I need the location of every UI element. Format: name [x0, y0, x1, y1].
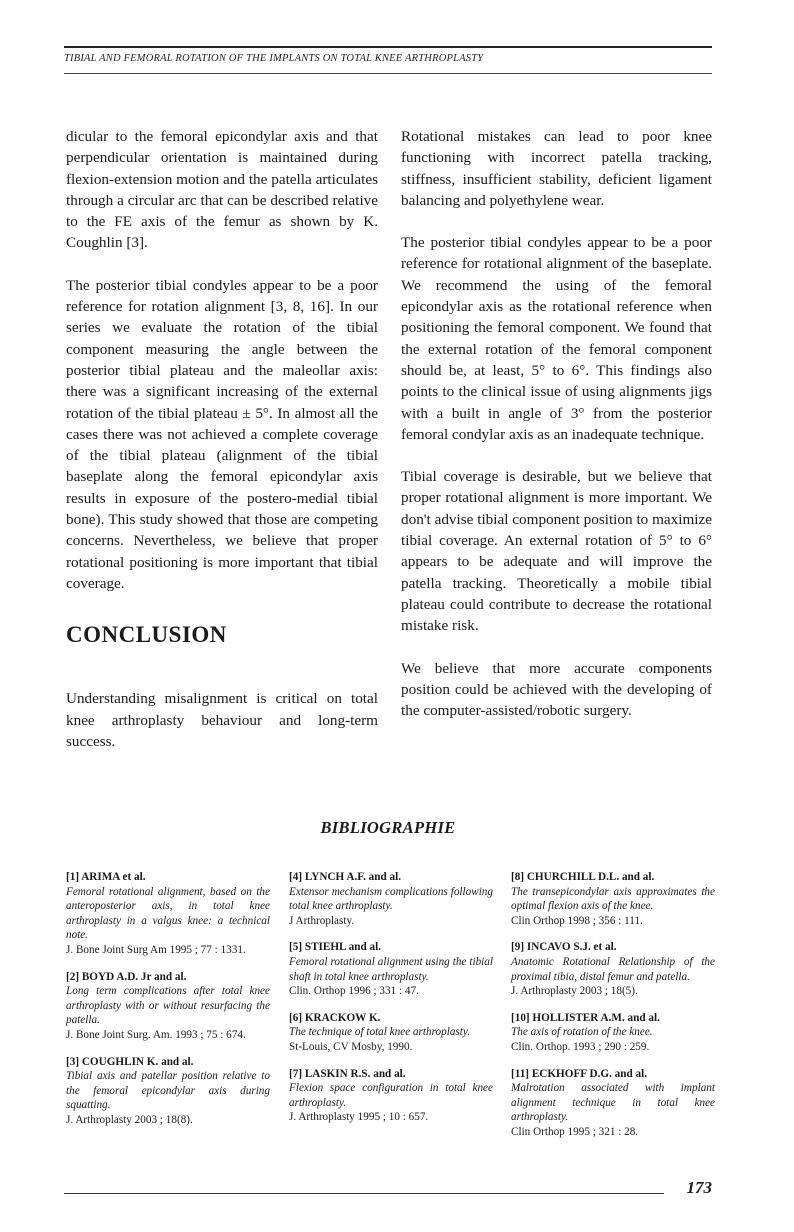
- reference-author: [8] CHURCHILL D.L. and al.: [511, 871, 655, 883]
- reference-item: [511, 1067, 715, 1140]
- reference-author: [4] LYNCH A.F. and al.: [289, 871, 402, 883]
- right-paragraph-3: Tibial coverage is desirable, but we believe that proper rotational alignment is more important. We don't advise tibial component position to maximize tibial coverage. An external rotation of 5° to 6° appears to be adequate and will improve the patella tracking. Theoretically a mobile tibial plateau could contribute to decrease the rotational mistake risk.: [401, 468, 712, 635]
- reference-item: [66, 1055, 270, 1128]
- reference-item: [289, 1011, 493, 1055]
- reference-author: [6] KRACKOW K.: [289, 1011, 381, 1024]
- reference-source: Clin. Orthop. 1993 ; 290 : 259.: [511, 1040, 650, 1053]
- reference-title: Anatomic Rotational Relationship of the proximal tibia, distal femur and patella.: [511, 955, 715, 983]
- left-column: [66, 126, 378, 773]
- reference-source: J. Arthroplasty 2003 ; 18(5).: [511, 985, 638, 998]
- header-rule-top: [64, 46, 712, 48]
- right-paragraph-1: Rotational mistakes can lead to poor knee functioning with incorrect patella tracking, stiffness, insufficient stability, deficient ligament balancing and polyethylene wear.: [401, 128, 712, 209]
- page-number: 173: [686, 1178, 712, 1197]
- reference-source: St-Louis, CV Mosby, 1990.: [289, 1040, 413, 1053]
- running-head: TIBIAL AND FEMORAL ROTATION OF THE IMPLANTS ON TOTAL KNEE ARTHROPLASTY: [64, 53, 484, 64]
- reference-title: Tibial axis and patellar position relative to the femoral epicondylar axis during squatting.: [66, 1070, 270, 1112]
- reference-title: Flexion space configuration in total knee arthroplasty.: [289, 1082, 493, 1109]
- left-paragraph-1: dicular to the femoral epicondylar axis and that perpendicular orientation is maintained during flexion-extension motion and the patella articulates through a circular arc that can be described relative to the FE axis of the femur as shown by K. Coughlin [3].: [66, 128, 378, 252]
- reference-item: [289, 940, 493, 998]
- footer-rule: [64, 1193, 664, 1194]
- reference-author: [1] ARIMA et al.: [66, 871, 146, 883]
- reference-source: Clin Orthop 1995 ; 321 : 28.: [511, 1125, 639, 1138]
- header-rule-bottom: [64, 73, 712, 74]
- reference-item: [66, 870, 270, 958]
- reference-author: [9] INCAVO S.J. et al.: [511, 941, 617, 954]
- reference-title: The transepicondylar axis approximates the optimal flexion axis of the knee.: [511, 885, 715, 913]
- reference-item: [289, 1067, 493, 1125]
- reference-source: J Arthroplasty.: [289, 914, 355, 927]
- reference-author: [7] LASKIN R.S. and al.: [289, 1067, 406, 1080]
- conclusion-heading: CONCLUSION: [66, 622, 227, 648]
- reference-column-1: [66, 870, 270, 1140]
- reference-item: [511, 1011, 715, 1055]
- reference-title: Long term complications after total knee arthroplasty with or without resurfacing the patella.: [66, 985, 270, 1027]
- reference-author: [11] ECKHOFF D.G. and al.: [511, 1067, 648, 1080]
- right-paragraph-2: The posterior tibial condyles appear to be a poor reference for rotational alignment of the baseplate. We recommend the using of the femoral epicondylar axis as the rotational reference when positioning the femoral component. We found that the external rotation of the femoral component should be, at least, 5° to 6°. This findings also points to the clinical issue of using alignments jigs with a built in angle of 3° from the posterior femoral condylar axis as an inadequate technique.: [401, 234, 712, 443]
- reference-item: [511, 870, 715, 928]
- conclusion-paragraph: Understanding misalignment is critical on total knee arthroplasty behaviour and long-term success.: [66, 690, 378, 750]
- reference-item: [289, 870, 493, 928]
- reference-title: Extensor mechanism complications following total knee arthroplasty.: [289, 885, 493, 913]
- right-column: [401, 126, 712, 742]
- reference-title: The technique of total knee arthroplasty.: [289, 1026, 471, 1039]
- reference-item: [511, 940, 715, 998]
- reference-author: [10] HOLLISTER A.M. and al.: [511, 1011, 660, 1024]
- reference-title: Femoral rotational alignment using the tibial shaft in total knee arthroplasty.: [289, 955, 493, 983]
- reference-title: The axis of rotation of the knee.: [511, 1026, 653, 1039]
- reference-source: Clin. Orthop 1996 ; 331 : 47.: [289, 985, 419, 998]
- reference-author: [2] BOYD A.D. Jr and al.: [66, 970, 187, 983]
- reference-source: J. Arthroplasty 2003 ; 18(8).: [66, 1113, 193, 1126]
- reference-column-3: [511, 870, 715, 1152]
- right-paragraph-4: We believe that more accurate components position could be achieved with the developing of the computer-assisted/robotic surgery.: [401, 659, 712, 720]
- reference-source: J. Bone Joint Surg. Am. 1993 ; 75 : 674.: [66, 1028, 246, 1041]
- reference-source: J. Arthroplasty 1995 ; 10 : 657.: [289, 1111, 429, 1124]
- reference-source: J. Bone Joint Surg Am 1995 ; 77 : 1331.: [66, 943, 246, 956]
- reference-title: Femoral rotational alignment, based on the anteroposterior axis, in total knee arthroplasty in a valgus knee: a technical note.: [66, 885, 270, 942]
- reference-column-2: [289, 870, 493, 1137]
- reference-source: Clin Orthop 1998 ; 356 : 111.: [511, 914, 643, 927]
- left-paragraph-2: The posterior tibial condyles appear to be a poor reference for rotation alignment [3, 8, 16]. In our series we evaluate the rotation of the tibial component measuring the angle between the posterior tibial plateau and the maleollar axis: there was a significant increasing of the external rotation of the tibial plateau ± 5°. In almost all the cases there was not achieved a complete coverage of the tibial plateau (alignment of the tibial baseplate along the femoral epicondylar axis results in exposure of the postero-medial tibial bone). This study showed that those are competing concerns. Nevertheless, we believe that proper rotational positioning is more important that tibial coverage.: [66, 276, 378, 592]
- bibliography-title: BIBLIOGRAPHIE: [320, 818, 456, 837]
- reference-item: [66, 970, 270, 1043]
- reference-author: [3] COUGHLIN K. and al.: [66, 1055, 194, 1068]
- reference-author: [5] STIEHL and al.: [289, 941, 382, 954]
- reference-title: Malrotation associated with implant alignment technique in total knee arthroplasty.: [511, 1082, 715, 1124]
